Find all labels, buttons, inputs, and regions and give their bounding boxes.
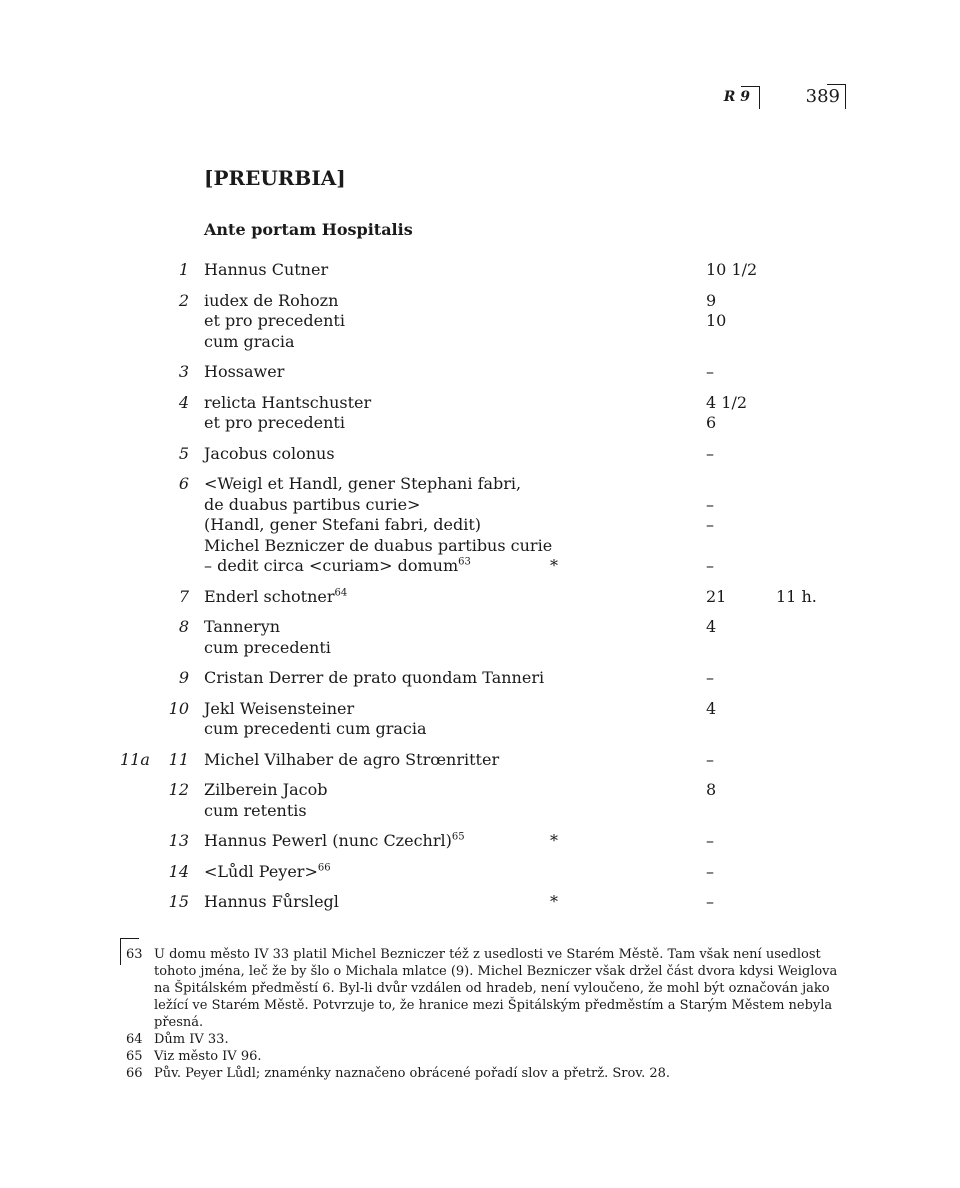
entry-text: et pro precedenti (204, 413, 345, 432)
footnote-text: Viz město IV 96. (154, 1049, 262, 1064)
entry-value: – (706, 556, 714, 575)
entry-line (0, 444, 960, 465)
entry-note: 11 h. (776, 586, 817, 606)
entry-value: 4 (706, 698, 717, 718)
entry-line (0, 362, 960, 383)
entry-number: 13 (168, 831, 189, 850)
entry-12 (0, 780, 960, 821)
entry-value: 10 (706, 311, 727, 330)
entry-line (0, 862, 960, 883)
entry-1 (0, 260, 960, 281)
entry-text: <Lůdl Peyer>$^{66}$ (204, 861, 331, 881)
entry-value: 4 (706, 617, 717, 636)
entry-10 (0, 699, 960, 740)
entry-line (0, 587, 960, 608)
footnote-text: U domu město IV 33 platil Michel Bezniczer též z usedlosti ve Starém Městě. Tam však není usedlost tohoto jména, leč že by šlo o Michala mlatce (9). Michel Bezniczer však držel část dvora kdysi Weiglova na Špitálském předměstí 6. Byl-li dvůr vzdálen od hradeb, není vyloučeno, že mohl být označován jako ležící ve Starém Městě. Potvrzuje to, že hranice mezi Špitálským předměstím a Starým Městem nebyla přesná. (154, 947, 838, 1030)
entry-text: Zilberein Jacob (204, 780, 328, 799)
entry-text: – dedit circa <curiam> domum$^{63}$ (204, 556, 471, 575)
entry-value: – (706, 443, 714, 463)
entry-15 (0, 892, 960, 913)
entry-line (0, 638, 960, 659)
entry-2 (0, 291, 960, 353)
entry-value: 8 (706, 780, 717, 799)
footnote-64 (120, 1031, 850, 1048)
footnote-ref: 65 (451, 831, 465, 843)
entry-text: Hannus Cutner (204, 260, 329, 279)
entry-text: cum precedenti (204, 637, 331, 657)
entry-text: Hannus Pewerl (nunc Czechrl)$^{65}$ (204, 831, 465, 850)
entry-line (0, 617, 960, 638)
entry-text: Cristan Derrer de prato quondam Tanneri (204, 668, 545, 687)
footnote-number: 66 (126, 1066, 143, 1081)
section-title: [PREURBIA] (204, 166, 346, 190)
footnote-number: 64 (126, 1032, 143, 1047)
entry-number: 7 (178, 586, 189, 606)
entry-line (0, 495, 960, 516)
entry-line (0, 515, 960, 536)
entry-line (0, 291, 960, 312)
entry-text: de duabus partibus curie> (204, 494, 421, 514)
footnote-ref: 64 (334, 587, 348, 599)
entry-value: – (706, 362, 714, 381)
footnote-ref: 66 (317, 862, 331, 874)
footnote-number: 63 (126, 947, 143, 962)
header-ref-text: R 9 (723, 89, 750, 105)
entry-text: relicta Hantschuster (204, 392, 372, 412)
page-number (800, 84, 846, 110)
entry-text: cum precedenti cum gracia (204, 719, 427, 738)
subsection-title: Ante portam Hospitalis (204, 220, 413, 239)
entry-text: Tanneryn (204, 617, 281, 636)
entry-number: 12 (168, 780, 189, 799)
entry-line (0, 260, 960, 281)
asterisk-mark: * (550, 831, 558, 850)
entry-text: Jekl Weisensteiner (204, 698, 355, 718)
entry-value: – (706, 515, 714, 534)
entry-line (0, 311, 960, 332)
entry-value: – (706, 831, 714, 850)
entry-text: Michel Bezniczer de duabus partibus curie (204, 535, 553, 555)
entry-line (0, 332, 960, 353)
entry-value: – (706, 861, 714, 881)
entry-line (0, 750, 960, 771)
entry-line (0, 474, 960, 495)
entry-number: 6 (178, 474, 189, 493)
footnote-65 (120, 1048, 850, 1065)
entry-text: cum retentis (204, 800, 307, 820)
entry-8 (0, 617, 960, 658)
entry-value: 10 1/2 (706, 260, 758, 279)
entry-value: – (706, 668, 714, 687)
entry-line (0, 780, 960, 801)
entry-text: Hannus Fůrslegl (204, 892, 339, 911)
entry-line (0, 413, 960, 434)
entry-text: cum gracia (204, 331, 295, 351)
entry-number: 11 (168, 749, 189, 769)
header-ref-bracket (741, 86, 760, 109)
entry-number: 10 (168, 698, 189, 718)
entry-number: 3 (178, 362, 189, 381)
entry-5 (0, 444, 960, 465)
entry-value: 6 (706, 413, 717, 432)
entry-line (0, 892, 960, 913)
entry-text: Jacobus colonus (204, 443, 335, 463)
entry-line (0, 393, 960, 414)
entry-text: et pro precedenti (204, 311, 345, 330)
entry-number: 2 (178, 290, 189, 310)
entry-line (0, 831, 960, 852)
entry-line (0, 536, 960, 557)
entry-text: <Weigl et Handl, gener Stephani fabri, (204, 474, 522, 493)
entry-4 (0, 393, 960, 434)
entry-number: 8 (178, 617, 189, 636)
entry-text: (Handl, gener Stefani fabri, dedit) (204, 515, 481, 534)
entry-14 (0, 862, 960, 883)
footnote-ref: 63 (458, 556, 471, 568)
footnote-66 (120, 1065, 850, 1082)
entry-3 (0, 362, 960, 383)
entry-line (0, 699, 960, 720)
entries-list (0, 260, 960, 923)
entry-6 (0, 474, 960, 577)
entry-text: Hossawer (204, 362, 285, 381)
entry-number: 5 (178, 443, 189, 463)
entry-value: 4 1/2 (706, 392, 748, 412)
entry-value: 21 (706, 586, 727, 606)
entry-9 (0, 668, 960, 689)
entry-line (0, 556, 960, 577)
entry-value: – (706, 494, 714, 514)
entry-value: 9 (706, 290, 717, 310)
footnote-text: Dům IV 33. (154, 1032, 229, 1047)
footnote-number: 65 (126, 1049, 143, 1064)
entry-text: Enderl schotner$^{64}$ (204, 586, 348, 606)
entry-number: 4 (178, 392, 189, 412)
page-number-bracket (827, 84, 846, 109)
entry-value: – (706, 892, 714, 911)
asterisk-mark: * (550, 892, 558, 911)
entry-text: iudex de Rohozn (204, 290, 339, 310)
entry-line (0, 668, 960, 689)
entry-11 (0, 750, 960, 771)
entry-7 (0, 587, 960, 608)
entry-number: 1 (178, 260, 189, 279)
footnotes (120, 938, 850, 1082)
entry-line (0, 801, 960, 822)
margin-ref: 11a (120, 749, 150, 769)
page-number-text: 389 (805, 86, 840, 107)
entry-text: Michel Vilhaber de agro Strœnritter (204, 749, 500, 769)
running-header-ref (720, 86, 760, 110)
footnote-text: Pův. Peyer Lůdl; znaménky naznačeno obrácené pořadí slov a přetrž. Srov. 28. (154, 1066, 671, 1081)
entry-number: 14 (168, 861, 189, 881)
asterisk-mark: * (550, 556, 558, 575)
entry-number: 15 (168, 892, 189, 911)
entry-number: 9 (178, 668, 189, 687)
entry-value: – (706, 749, 714, 769)
entry-13 (0, 831, 960, 852)
entry-line (0, 719, 960, 740)
footnote-63 (120, 938, 850, 1031)
